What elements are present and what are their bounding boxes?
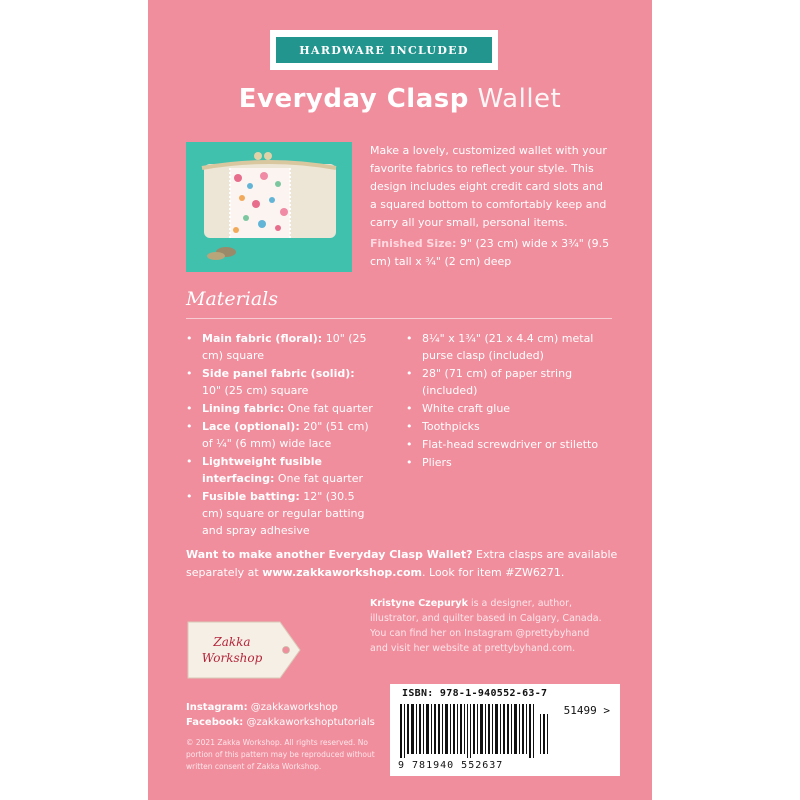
materials-divider bbox=[186, 318, 612, 319]
extra-clasps-note: Want to make another Everyday Clasp Wallet? Extra clasps are available separately at www.zakkaworkshop.com. Look for item #ZW6271. bbox=[186, 548, 618, 579]
hardware-banner bbox=[270, 30, 498, 70]
list-item: • Side panel fabric (solid): 10" (25 cm) square bbox=[186, 367, 355, 397]
finished-size bbox=[370, 235, 610, 271]
finished-size-label: Finished Size: bbox=[370, 237, 457, 250]
author-name: Kristyne Czepuryk bbox=[370, 598, 468, 609]
pattern-back-cover bbox=[148, 0, 652, 800]
list-item: • White craft glue bbox=[406, 402, 511, 415]
list-item: • Lightweight fusible interfacing: One fat quarter bbox=[186, 455, 363, 485]
title-part1: Everyday Clasp bbox=[238, 84, 469, 114]
wallet-photo bbox=[186, 142, 352, 272]
logo-line2: Workshop bbox=[201, 651, 263, 665]
facebook-handle[interactable]: @zakkaworkshoptutorials bbox=[243, 717, 375, 728]
list-item: • 28" (71 cm) of paper string (included) bbox=[406, 367, 573, 397]
barcode-number: 9 781940 552637 bbox=[398, 760, 504, 771]
materials-list-right bbox=[404, 330, 614, 472]
finished-size-value: 9" (23 cm) wide x 3¾" (9.5 cm) tall x ¾" (2 cm) deep bbox=[370, 237, 610, 268]
list-item: • 8¼" x 1¾" (21 x 4.4 cm) metal purse clasp (included) bbox=[406, 332, 594, 362]
website-link[interactable]: www.zakkaworkshop.com bbox=[262, 566, 423, 579]
materials-list-left bbox=[184, 330, 374, 540]
author-bio: Kristyne Czepuryk is a designer, author, illustrator, and quilter based in Calgary, Canada. You can find her on Instagram @prettybyhand and visit her website at prettybyhand.com. bbox=[370, 598, 602, 654]
social-links: Instagram: @zakkaworkshop Facebook: @zakkaworkshoptutorials bbox=[186, 702, 375, 728]
logo-line1: Zakka bbox=[213, 635, 251, 649]
intro-text: Make a lovely, customized wallet with your favorite fabrics to reflect your style. This design includes eight credit card slots and a squared bottom to comfortably keep and carry all your small, personal items. bbox=[370, 144, 607, 229]
title-part2: Wallet bbox=[477, 84, 562, 114]
list-item: • Main fabric (floral): 10" (25 cm) square bbox=[186, 332, 367, 362]
list-item: • Lace (optional): 20" (51 cm) of ¼" (6 mm) wide lace bbox=[186, 420, 369, 450]
list-item: • Lining fabric: One fat quarter bbox=[186, 402, 373, 415]
materials-heading: Materials bbox=[186, 288, 278, 310]
banner-text: HARDWARE INCLUDED bbox=[299, 43, 469, 57]
list-item: • Toothpicks bbox=[406, 420, 480, 433]
instagram-handle[interactable]: @zakkaworkshop bbox=[247, 702, 338, 713]
copyright-notice: © 2021 Zakka Workshop. All rights reserved. No portion of this pattern may be reproduced without written consent of Zakka Workshop. bbox=[186, 738, 375, 771]
isbn-barcode bbox=[390, 684, 620, 776]
list-item: • Fusible batting: 12" (30.5 cm) square or regular batting and spray adhesive bbox=[186, 490, 365, 537]
isbn-text: ISBN: 978-1-940552-63-7 bbox=[402, 688, 548, 699]
price-addon: 51499 > bbox=[563, 704, 610, 717]
list-item: • Flat-head screwdriver or stiletto bbox=[406, 438, 599, 451]
barcode-icon bbox=[400, 704, 550, 758]
pattern-title bbox=[148, 84, 652, 114]
list-item: • Pliers bbox=[406, 456, 452, 469]
zakka-workshop-logo bbox=[186, 620, 302, 680]
